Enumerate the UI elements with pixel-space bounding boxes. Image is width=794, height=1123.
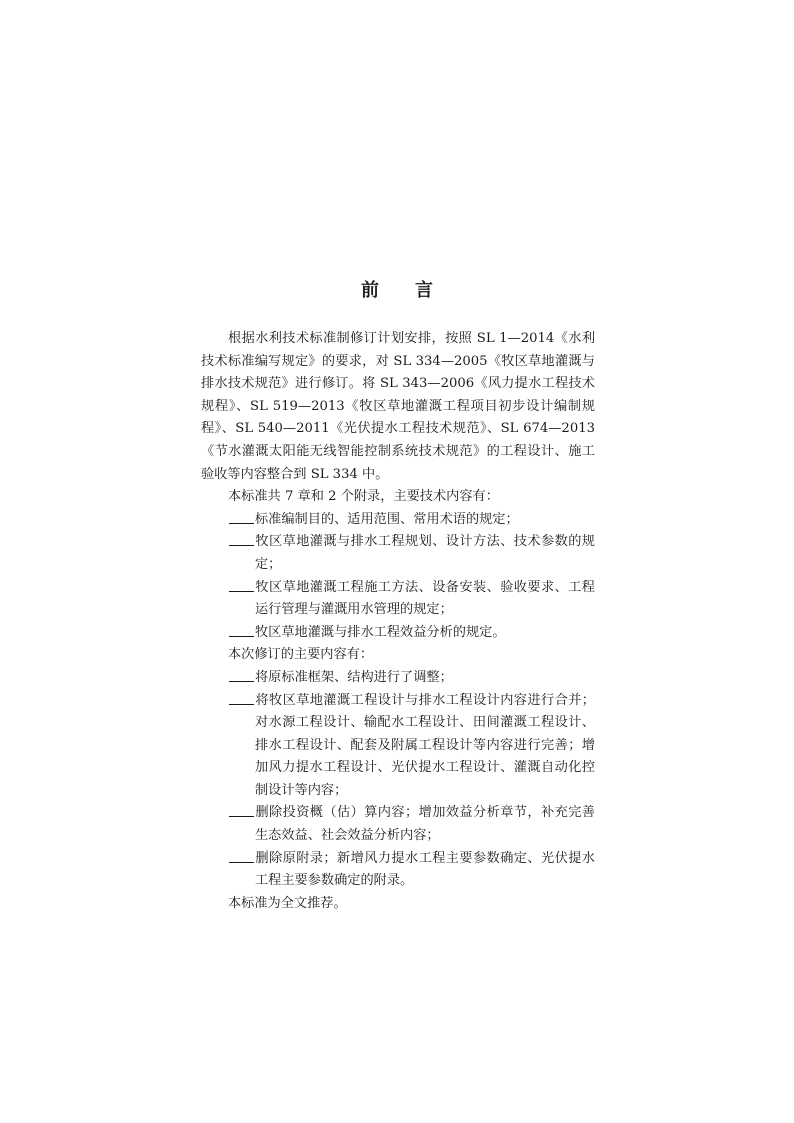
intro-paragraph: 根据水利技术标准制修订计划安排，按照 SL 1—2014《水利技术标准编写规定》的要求，对 SL 334—2005《牧区草地灌溉与排水技术规范》进行修订。将 SL 343—2006《风力提水工程技术规程》、SL 519—2013《牧区草地灌溉工程项目初步设计编制规程》、SL 540—2011《光伏提水工程技术规范》、SL 674—2013《节水灌溉太阳能无线智能控制系统技术规范》的工程设计、施工验收等内容整合到 SL 334 中。 (201, 331, 595, 482)
list-item-text: 删除投资概（估）算内容；增加效益分析章节，补充完善生态效益、社会效益分析内容； (255, 805, 595, 844)
list-item-text: 牧区草地灌溉与排水工程规划、设计方法、技术参数的规定； (255, 534, 595, 572)
list-item (201, 531, 595, 576)
main-content-list (201, 509, 595, 645)
list-item-text: 删除原附录；新增风力提水工程主要参数确定、光伏提水工程主要参数确定的附录。 (255, 850, 595, 889)
list-item (201, 690, 595, 803)
preface-body (201, 328, 595, 915)
list-item-text: 将牧区草地灌溉工程设计与排水工程设计内容进行合并；对水源工程设计、输配水工程设计、田间灌溉工程设计、排水工程设计、配套及附属工程设计等内容进行完善；增加风力提水工程设计、光伏提水工程设计、灌溉自动化控制设计等内容； (255, 692, 595, 798)
title-char-2: 言 (415, 280, 433, 301)
list-item (201, 802, 595, 847)
list-item (201, 577, 595, 622)
list-item-text: 牧区草地灌溉工程施工方法、设备安装、验收要求、工程运行管理与灌溉用水管理的规定； (255, 579, 595, 618)
page-title (0, 278, 794, 304)
list-item (201, 509, 595, 532)
main-content-intro: 本标准共 7 章和 2 个附录，主要技术内容有： (228, 489, 499, 505)
list-item-text: 牧区草地灌溉与排水工程效益分析的规定。 (255, 624, 506, 640)
list-item-text: 标准编制目的、适用范围、常用术语的规定； (255, 511, 519, 527)
list-item (201, 667, 595, 690)
list-item (201, 622, 595, 645)
list-item-text: 将原标准框架、结构进行了调整； (255, 669, 453, 685)
closing-statement: 本标准为全文推荐。 (228, 895, 347, 911)
revision-list (201, 667, 595, 893)
list-item (201, 848, 595, 893)
revision-intro: 本次修订的主要内容有： (228, 647, 374, 663)
title-char-1: 前 (361, 280, 379, 301)
